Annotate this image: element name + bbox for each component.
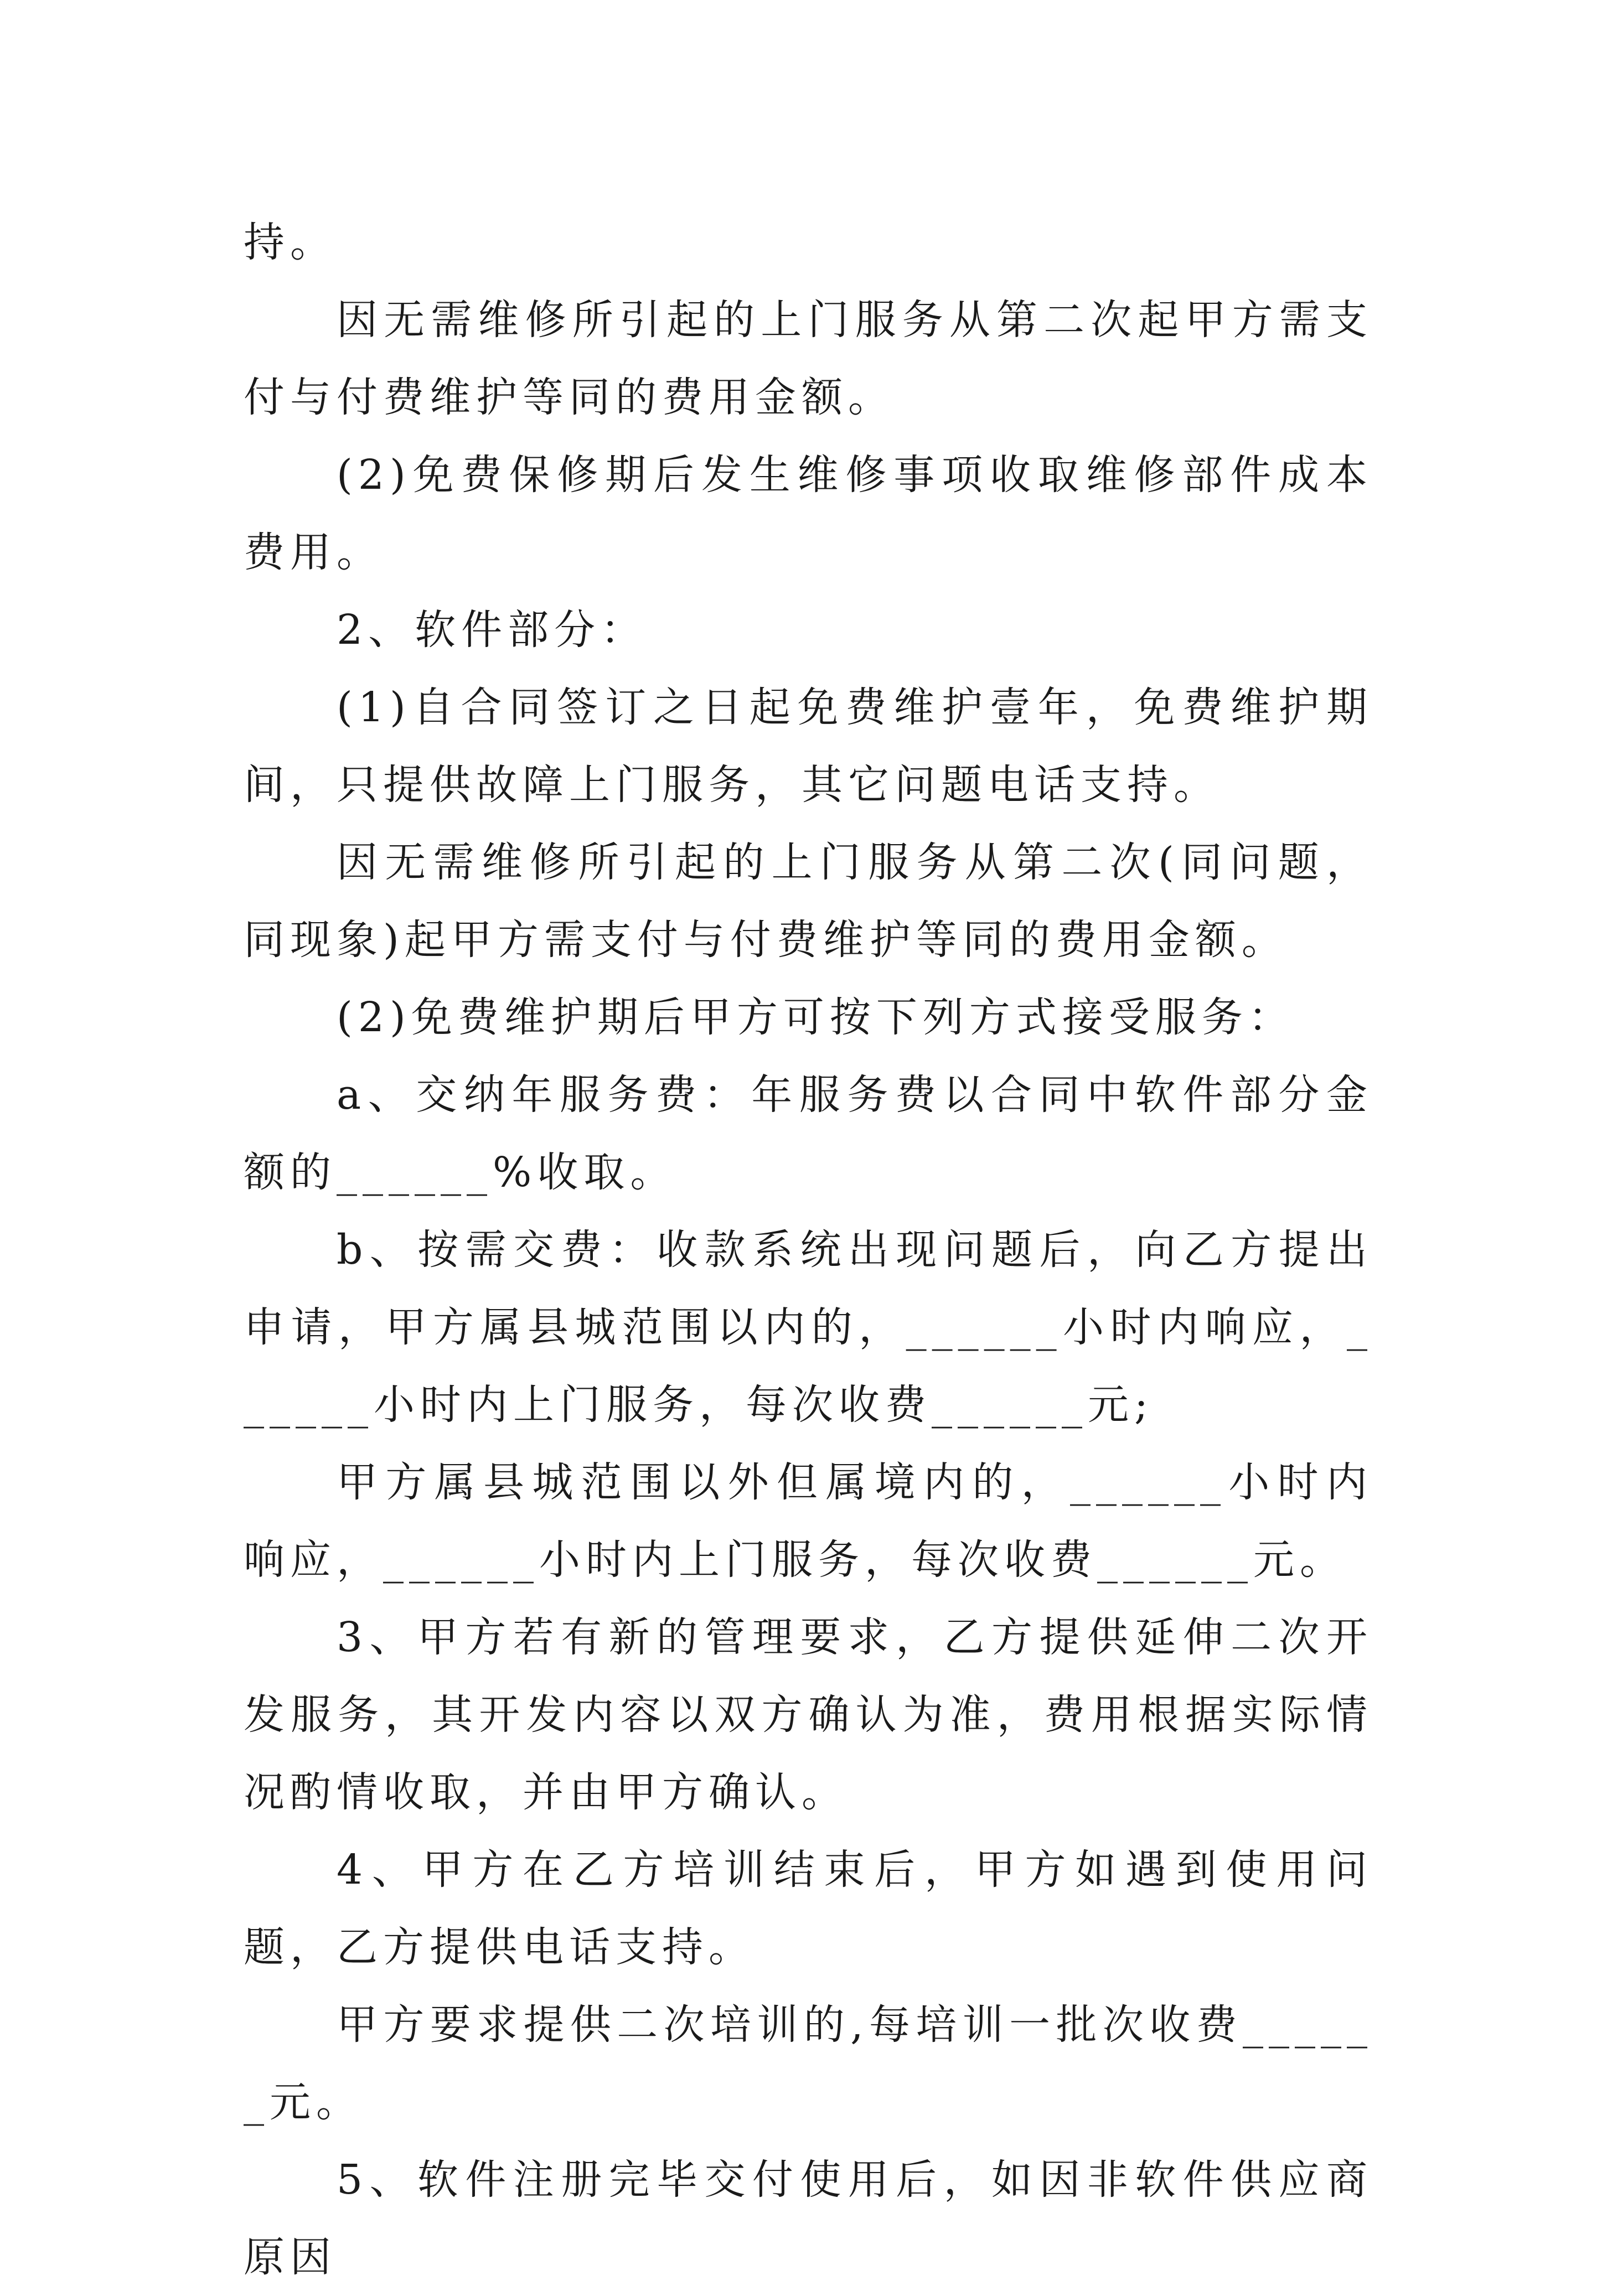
- paragraph-14: 5、软件注册完毕交付使用后，如因非软件供应商原因: [244, 2156, 1373, 2281]
- document-body: [244, 204, 1373, 2296]
- paragraph-12: 4、甲方在乙方培训结束后，甲方如遇到使用问题，乙方提供电话支持。: [244, 1846, 1373, 1971]
- paragraph-13: 甲方要求提供二次培训的,每培训一批次收费______元。: [244, 2001, 1373, 2126]
- paragraph-10: 甲方属县城范围以外但属境内的，______小时内响应，______小时内上门服务，每次收费______元。: [244, 1459, 1373, 1584]
- paragraph-11: 3、甲方若有新的管理要求，乙方提供延伸二次开发服务，其开发内容以双方确认为准，费用根据实际情况酌情收取，并由甲方确认。: [244, 1614, 1373, 1816]
- paragraph-3: (2)免费保修期后发生维修事项收取维修部件成本费用。: [244, 451, 1373, 576]
- paragraph-1: 持。: [244, 219, 337, 266]
- paragraph-5: (1)自合同签订之日起免费维护壹年，免费维护期间，只提供故障上门服务，其它问题电话支持。: [244, 684, 1373, 809]
- paragraph-9: b、按需交费：收款系统出现问题后，向乙方提出申请，甲方属县城范围以内的，______小时内响应，______小时内上门服务，每次收费______元;: [244, 1226, 1373, 1429]
- paragraph-6: 因无需维修所引起的上门服务从第二次(同问题，同现象)起甲方需支付与付费维护等同的费用金额。: [244, 839, 1373, 964]
- paragraph-4: 2、软件部分：: [337, 606, 648, 654]
- paragraph-7: (2)免费维护期后甲方可按下列方式接受服务：: [337, 994, 1295, 1041]
- paragraph-2: 因无需维修所引起的上门服务从第二次起甲方需支付与付费维护等同的费用金额。: [244, 296, 1373, 421]
- paragraph-8: a、交纳年服务费：年服务费以合同中软件部分金额的______%收取。: [244, 1071, 1373, 1196]
